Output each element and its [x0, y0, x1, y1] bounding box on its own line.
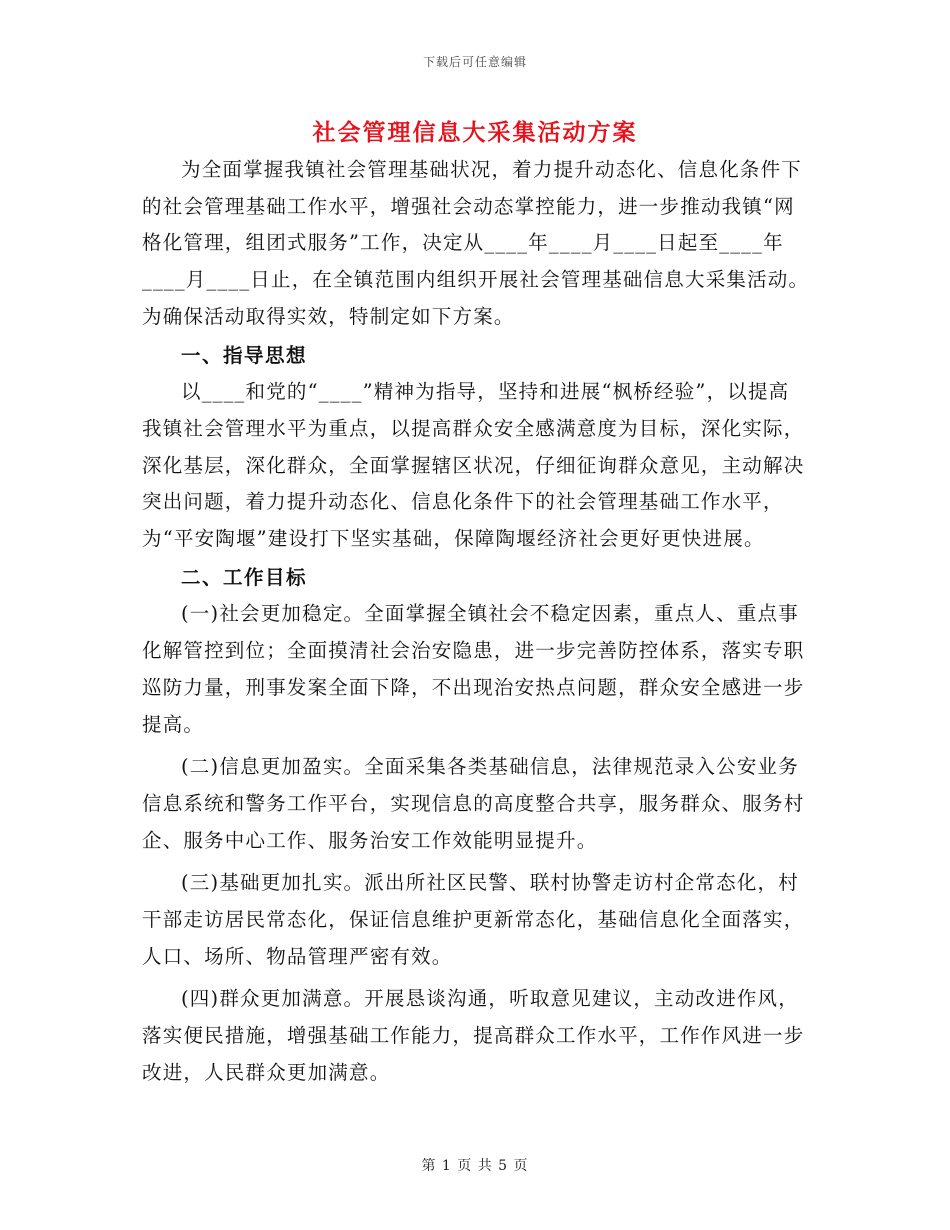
section-heading-guiding-ideology: 一、指导思想: [181, 343, 308, 367]
section-heading-work-goals: 二、工作目标: [181, 565, 308, 589]
goal-paragraph-3: (三)基础更加扎实。派出所社区民警、联村协警走访村企常态化，村干部走访居民常态化，保证信息维护更新常态化，基础信息化全面落实，人口、场所、物品管理严密有效。: [142, 871, 805, 968]
goal-paragraph-1: (一)社会更加稳定。全面掌握全镇社会不稳定因素，重点人、重点事化解管控到位；全面摸清社会治安隐患，进一步完善防控体系，落实专职巡防力量，刑事发案全面下降，不出现治安热点问题，群众安全感进一步提高。: [142, 602, 805, 736]
page-header: 下载后可任意编辑: [422, 55, 527, 69]
goal-paragraph-4: (四)群众更加满意。开展恳谈沟通，听取意见建议，主动改进作风，落实便民措施，增强基础工作能力，提高群众工作水平，工作作风进一步改进，人民群众更加满意。: [142, 987, 805, 1084]
document-title: 社会管理信息大采集活动方案: [312, 120, 638, 146]
intro-paragraph: 为全面掌握我镇社会管理基础状况，着力提升动态化、信息化条件下的社会管理基础工作水平，增强社会动态掌控能力，进一步推动我镇“网格化管理，组团式服务”工作，决定从____年____月____日起至____年____月____日止，在全镇范围内组织开展社会管理基础信息大采集活动。为确保活动取得实效，特制定如下方案。: [142, 158, 810, 328]
goal-paragraph-2: (二)信息更加盈实。全面采集各类基础信息，法律规范录入公安业务信息系统和警务工作平台，实现信息的高度整合共享，服务群众、服务村企、服务中心工作、服务治安工作效能明显提升。: [142, 755, 805, 852]
document-body: [142, 152, 810, 1092]
page-footer: 第 1 页 共 5 页: [421, 1158, 529, 1174]
guiding-ideology-paragraph: 以____和党的“____”精神为指导，坚持和进展“枫桥经验”，以提高我镇社会管理水平为重点，以提高群众安全感满意度为目标，深化实际，深化基层，深化群众，全面掌握辖区状况，仔细征询群众意见，主动解决突出问题，着力提升动态化、信息化条件下的社会管理基础工作水平，为“平安陶堰”建设打下坚实基础，保障陶堰经济社会更好更快进展。: [142, 380, 805, 551]
